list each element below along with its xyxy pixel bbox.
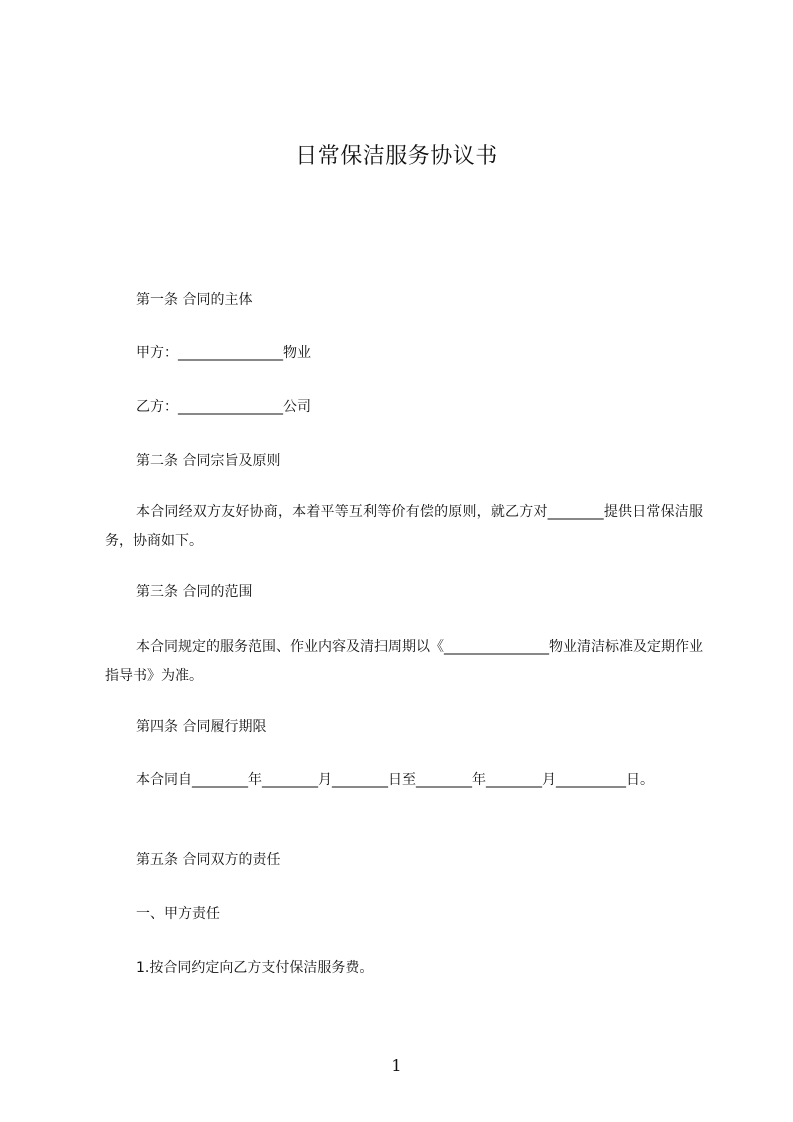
party-a-line: 甲方：_______________物业: [136, 345, 311, 361]
responsibility-item-1: 1.按合同约定向乙方支付保洁服务费。: [136, 960, 374, 976]
article-4-body: 本合同自________年________月________日至________年________月__________日。: [136, 772, 654, 788]
article-2-body: 本合同经双方友好协商，本着平等互利等价有偿的原则，就乙方对________提供日常保洁服务，协商如下。: [105, 504, 703, 549]
party-a-responsibilities-heading: 一、甲方责任: [136, 906, 220, 922]
article-2-heading: 第二条 合同宗旨及原则: [136, 453, 281, 469]
article-3-heading: 第三条 合同的范围: [136, 584, 253, 600]
document-title: 日常保洁服务协议书: [295, 144, 498, 169]
party-b-line: 乙方：_______________公司: [136, 399, 311, 415]
page-number: 1: [391, 1056, 402, 1075]
article-3-body: 本合同规定的服务范围、作业内容及清扫周期以《_______________物业清洁标准及定期作业指导书》为准。: [105, 639, 703, 684]
article-1-heading: 第一条 合同的主体: [136, 292, 253, 308]
article-5-heading: 第五条 合同双方的责任: [136, 852, 281, 868]
article-4-heading: 第四条 合同履行期限: [136, 719, 267, 735]
